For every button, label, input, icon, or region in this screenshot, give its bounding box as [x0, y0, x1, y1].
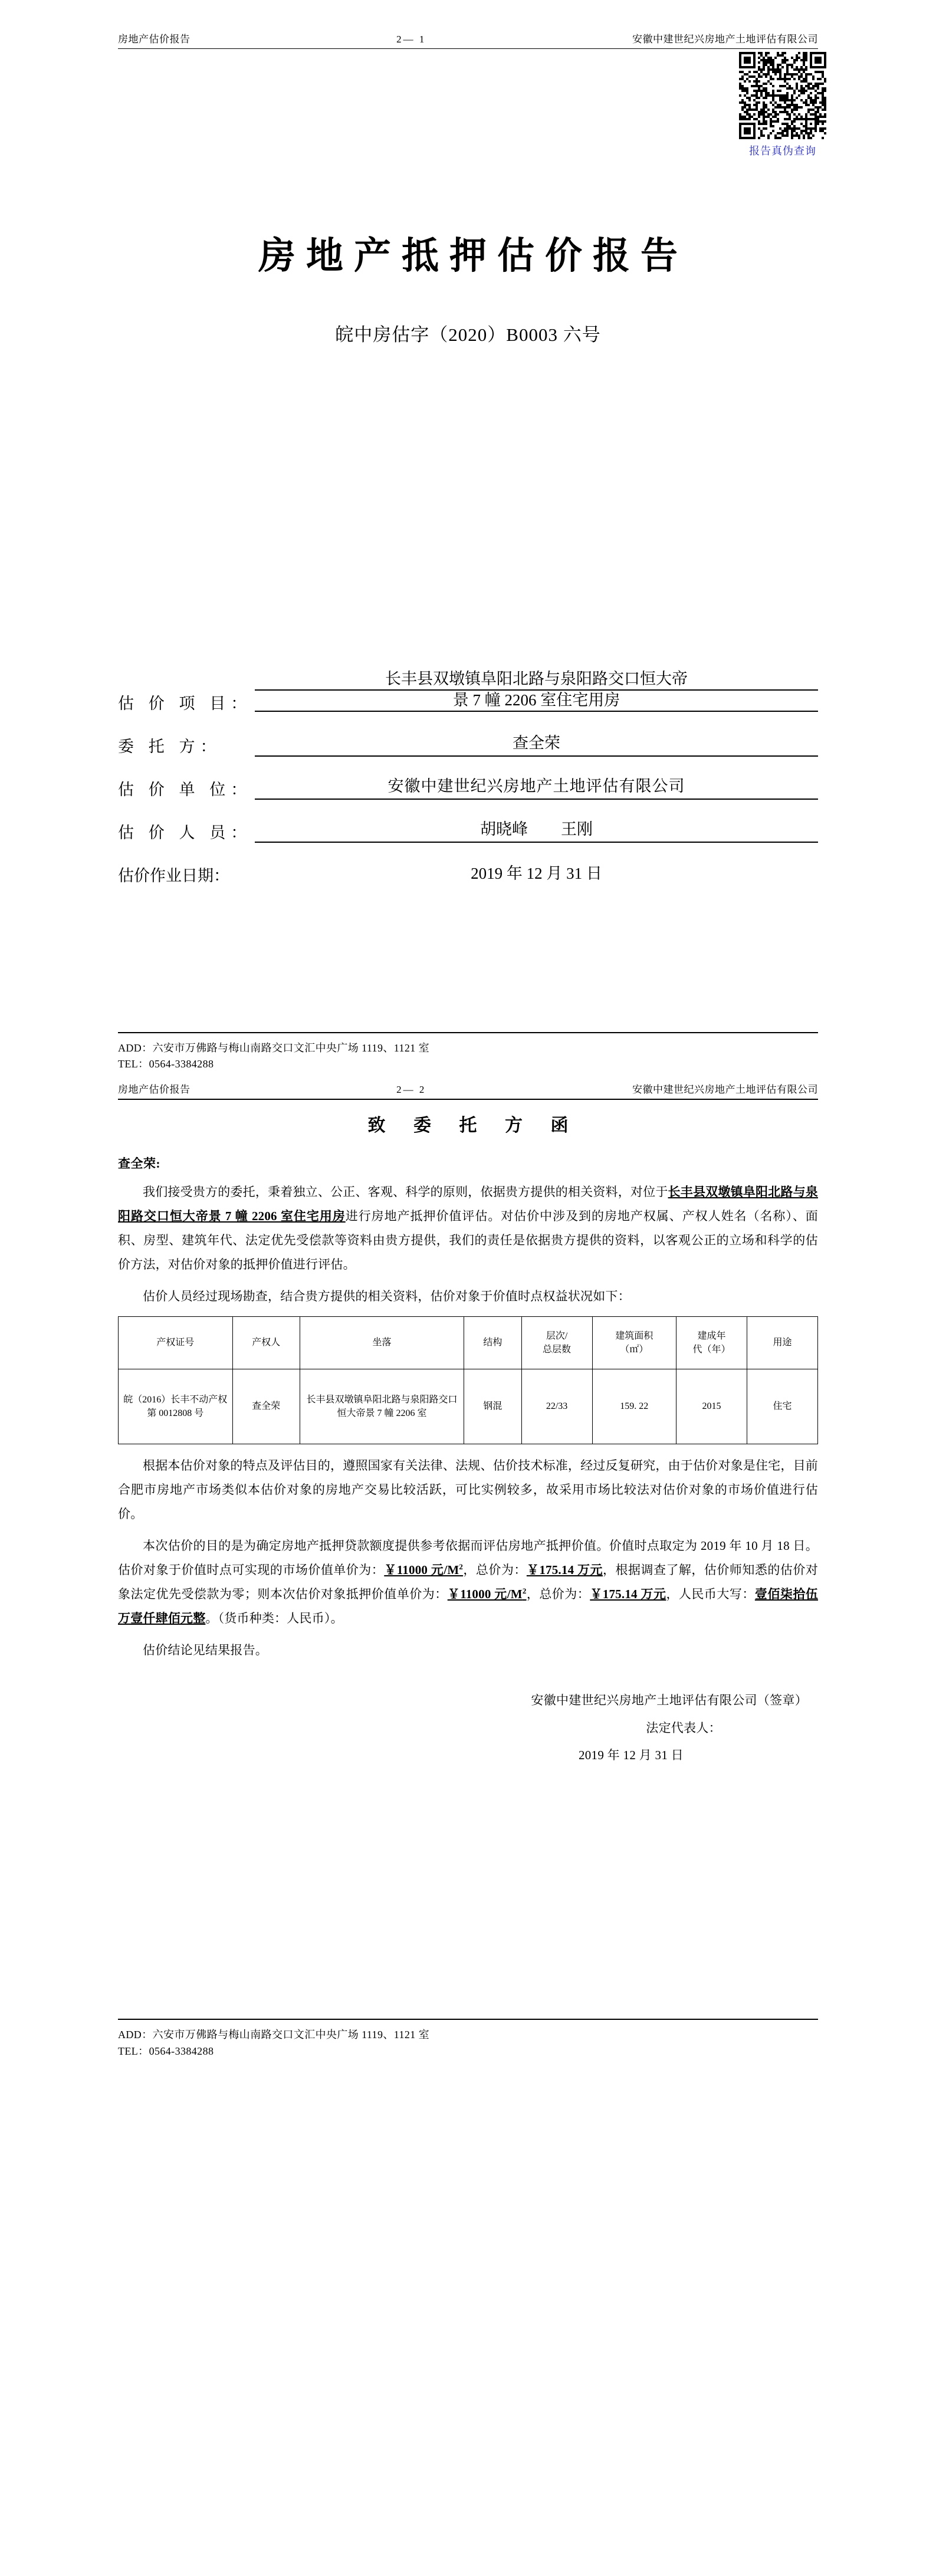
th-owner: 产权人	[232, 1316, 300, 1369]
running-header-page1	[118, 31, 818, 48]
table-row	[119, 1369, 818, 1444]
letter-salutation: 查全荣:	[118, 1156, 160, 1171]
td-location: 长丰县双墩镇阜阳北路与泉阳路交口恒大帝景 7 幢 2206 室	[300, 1369, 464, 1444]
para1-text-b: 进行房地产抵押价值评估。对估价中涉及到的房地产权属、产权人姓名（名称）、面积、房型、建筑年代、法定优先受偿款等资料由贵方提供，我们的责任是依据贵方提供的资料，以客观公正的立场和科学的估价方法，对估价对象的抵押价值进行评估。	[118, 1209, 818, 1272]
footer-address-2: ADD：六安市万佛路与梅山南路交口文汇中央广场 1119、1121 室	[118, 2029, 429, 2041]
page-title: 房地产抵押估价报告	[258, 235, 688, 277]
field-appraisers	[118, 820, 818, 843]
field-appraisers-label: 估 价 人 员：	[118, 823, 252, 842]
running-header-page2	[118, 1081, 818, 1099]
running-header-page-number-2: 2— 2	[396, 1084, 426, 1096]
para4-text-d: ，总价为：	[526, 1586, 590, 1601]
cover-footer	[118, 1032, 818, 1073]
table-body	[119, 1369, 818, 1444]
running-header-company-2: 安徽中建世纪兴房地产土地评估有限公司	[632, 1084, 818, 1096]
field-project-label: 估 价 项 目：	[118, 694, 252, 712]
field-firm-value: 安徽中建世纪兴房地产土地评估有限公司	[255, 777, 818, 800]
td-floor: 22/33	[521, 1369, 592, 1444]
td-area: 159. 22	[592, 1369, 676, 1444]
cover-field-list	[118, 669, 818, 886]
th-structure: 结构	[464, 1316, 521, 1369]
unit-price-superscript: 2	[459, 1562, 464, 1571]
th-floor	[521, 1316, 592, 1369]
table-header-row	[119, 1316, 818, 1369]
field-project-value	[255, 669, 818, 714]
header-rule	[118, 48, 818, 49]
field-project-value-line1: 长丰县双墩镇阜阳北路与泉阳路交口恒大帝	[255, 669, 818, 691]
th-certificate-no: 产权证号	[119, 1316, 233, 1369]
para4-amount-in-words: 壹佰柒拾伍万壹仟肆佰元整	[118, 1586, 819, 1625]
signature-block	[118, 1687, 818, 1769]
para4-mortgage-total-price: ￥175.14 万元	[590, 1586, 666, 1601]
field-firm	[118, 777, 818, 800]
para4-text-c: ，根据调查了解，估价师知悉的估价对象法定优先受偿款为零；则本次估价对象抵押价值单价为：	[118, 1562, 819, 1601]
td-certificate-no: 皖（2016）长丰不动产权第 0012808 号	[119, 1369, 233, 1444]
signature-legal-representative: 法定代表人：	[646, 1720, 721, 1735]
th-area	[592, 1316, 676, 1369]
td-year-built: 2015	[676, 1369, 747, 1444]
para4-text-a: 本次估价的目的是为确定房地产抵押贷款额度提供参考依据而评估房地产抵押价值。价值时点取定为 2019 年 10 月 18 日。估价对象于价值时点可实现的市场价值单价为：	[118, 1538, 818, 1577]
field-client-value: 查全荣	[255, 734, 818, 757]
letter-paragraph-1	[118, 1180, 818, 1277]
para1-subject-underlined: 长丰县双墩镇阜阳北路与泉阳路交口恒大帝景 7 幢 2206 室住宅用房	[118, 1185, 818, 1224]
para4-unit-price	[384, 1563, 463, 1577]
th-floor-line1: 层次/	[546, 1330, 568, 1341]
letter-paragraph-2: 估价人员经过现场勘查，结合贵方提供的相关资料，估价对象于价值时点权益状况如下：	[143, 1289, 630, 1304]
para1-text-a: 我们接受贵方的委托，秉着独立、公正、客观、科学的原则，依据贵方提供的相关资料，对位于	[143, 1185, 668, 1200]
td-owner: 查全荣	[232, 1369, 300, 1444]
cover-page	[0, 0, 936, 1073]
letter-paragraph-5: 估价结论见结果报告。	[143, 1642, 268, 1657]
field-work-date-label: 估价作业日期：	[118, 866, 229, 885]
th-year-built	[676, 1316, 747, 1369]
th-area-line2: （㎡）	[620, 1344, 649, 1355]
signature-date: 2019 年 12 月 31 日	[578, 1747, 684, 1762]
field-client-label: 委 托 方：	[118, 737, 222, 755]
th-year-built-line2: 代（年）	[692, 1344, 731, 1355]
appraiser-name-2: 王刚	[561, 820, 593, 838]
field-project	[118, 669, 818, 714]
footer-telephone: TEL：0564-3384288	[118, 1058, 214, 1070]
letter-paragraph-3: 根据本估价对象的特点及评估目的，遵照国家有关法律、法规、估价技术标准，经过反复研究，由于估价对象是住宅，目前合肥市房地产市场类似本估价对象的房地产交易比较活跃，可比实例较多，故采用市场比较法对估价对象的市场价值进行估价。	[118, 1458, 818, 1521]
report-serial-number: 皖中房估字（2020）B0003 六号	[335, 324, 601, 345]
unit-price-value: ￥11000 元/M	[384, 1562, 459, 1577]
letter-paragraph-4	[118, 1534, 818, 1631]
field-appraisers-value	[255, 820, 818, 843]
footer-address: ADD：六安市万佛路与梅山南路交口文汇中央广场 1119、1121 室	[118, 1041, 429, 1054]
letter-footer	[118, 2019, 818, 2060]
qr-code-icon[interactable]	[739, 52, 826, 139]
para4-mortgage-unit-price	[448, 1587, 527, 1601]
running-header-left-2: 房地产估价报告	[118, 1084, 191, 1096]
footer-telephone-2: TEL：0564-3384288	[118, 2045, 214, 2057]
letter-page	[0, 1073, 936, 2060]
appraiser-name-1: 胡晓峰	[480, 820, 528, 838]
signature-company: 安徽中建世纪兴房地产土地评估有限公司（签章）	[531, 1693, 807, 1708]
th-floor-line2: 总层数	[543, 1344, 572, 1355]
running-header-company: 安徽中建世纪兴房地产土地评估有限公司	[632, 34, 818, 45]
header-rule-2	[118, 1099, 818, 1100]
field-project-value-line2: 景 7 幢 2206 室住宅用房	[255, 691, 818, 712]
para4-text-b: ，总价为：	[463, 1562, 527, 1577]
mortgage-unit-price-superscript: 2	[522, 1586, 527, 1595]
table-header	[119, 1316, 818, 1369]
qr-verification-block	[733, 52, 832, 158]
running-header-page-number: 2— 1	[396, 34, 426, 45]
th-location: 坐落	[300, 1316, 464, 1369]
para4-text-e: ，人民币大写：	[666, 1586, 755, 1601]
para4-text-f: 。（货币种类：人民币）。	[205, 1611, 343, 1625]
page-spacer	[118, 1769, 818, 1981]
field-work-date	[118, 863, 818, 886]
td-usage: 住宅	[747, 1369, 818, 1444]
letter-title: 致 委 托 方 函	[367, 1116, 580, 1136]
th-year-built-line1: 建成年	[697, 1330, 726, 1341]
field-client	[118, 734, 818, 757]
running-header-left: 房地产估价报告	[118, 34, 191, 45]
property-details-table	[118, 1316, 818, 1444]
qr-caption: 报告真伪查询	[749, 145, 816, 157]
th-usage: 用途	[747, 1316, 818, 1369]
footer-rule	[118, 1032, 818, 1033]
th-area-line1: 建筑面积	[615, 1330, 653, 1341]
field-firm-label: 估 价 单 位：	[118, 780, 252, 799]
mortgage-unit-price-value: ￥11000 元/M	[447, 1586, 523, 1601]
para4-total-price: ￥175.14 万元	[526, 1562, 603, 1577]
td-structure: 钢混	[464, 1369, 521, 1444]
footer-rule-2	[118, 2019, 818, 2020]
field-work-date-value: 2019 年 12 月 31 日	[471, 864, 602, 882]
